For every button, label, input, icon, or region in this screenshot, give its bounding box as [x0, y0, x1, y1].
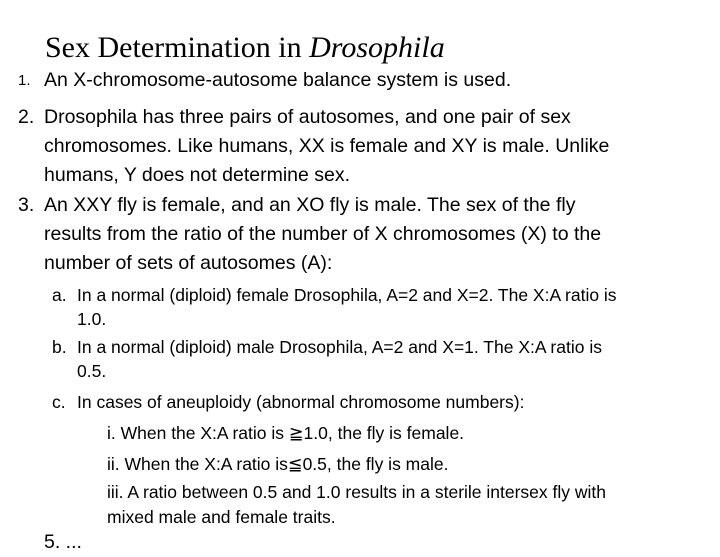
subitem-number: b.	[52, 337, 67, 357]
subsubitem-line: mixed male and female traits.	[107, 507, 336, 527]
cutoff-line: 5. ...	[44, 531, 82, 553]
item-line: chromosomes. Like humans, XX is female and XY is male. Unlike	[44, 135, 610, 157]
subitem-line: In cases of aneuploidy (abnormal chromosome numbers):	[77, 392, 525, 412]
item-line: number of sets of autosomes (A):	[44, 252, 333, 274]
subsubitem-line: i. When the X:A ratio is ≧1.0, the fly is female.	[107, 423, 465, 443]
subitem-line: 1.0.	[77, 309, 107, 329]
subitem-line: In a normal (diploid) male Drosophila, A=2 and X=1. The X:A ratio is	[77, 337, 602, 357]
title-italic: Drosophila	[309, 31, 445, 64]
item-number: 3.	[18, 194, 35, 216]
item-number: 2.	[18, 106, 35, 128]
item-line: An XXY fly is female, and an XO fly is male. The sex of the fly	[44, 194, 576, 216]
subitem-number: c.	[52, 392, 66, 412]
slide-title	[45, 30, 445, 66]
subsubitem-line: ii. When the X:A ratio is≦0.5, the fly is male.	[107, 454, 449, 474]
subitem-line: 0.5.	[77, 361, 107, 381]
item-line: An X-chromosome-autosome balance system is used.	[44, 69, 512, 91]
subitem-number: a.	[52, 285, 67, 305]
item-number: 1.	[18, 72, 31, 89]
item-line: humans, Y does not determine sex.	[44, 164, 351, 186]
item-line: Drosophila has three pairs of autosomes, and one pair of sex	[44, 106, 571, 128]
subitem-line: In a normal (diploid) female Drosophila, A=2 and X=2. The X:A ratio is	[77, 285, 617, 305]
subsubitem-line: iii. A ratio between 0.5 and 1.0 results in a sterile intersex fly with	[107, 482, 607, 502]
item-line: results from the ratio of the number of X chromosomes (X) to the	[44, 223, 602, 245]
title-main: Sex Determination in	[45, 31, 310, 64]
